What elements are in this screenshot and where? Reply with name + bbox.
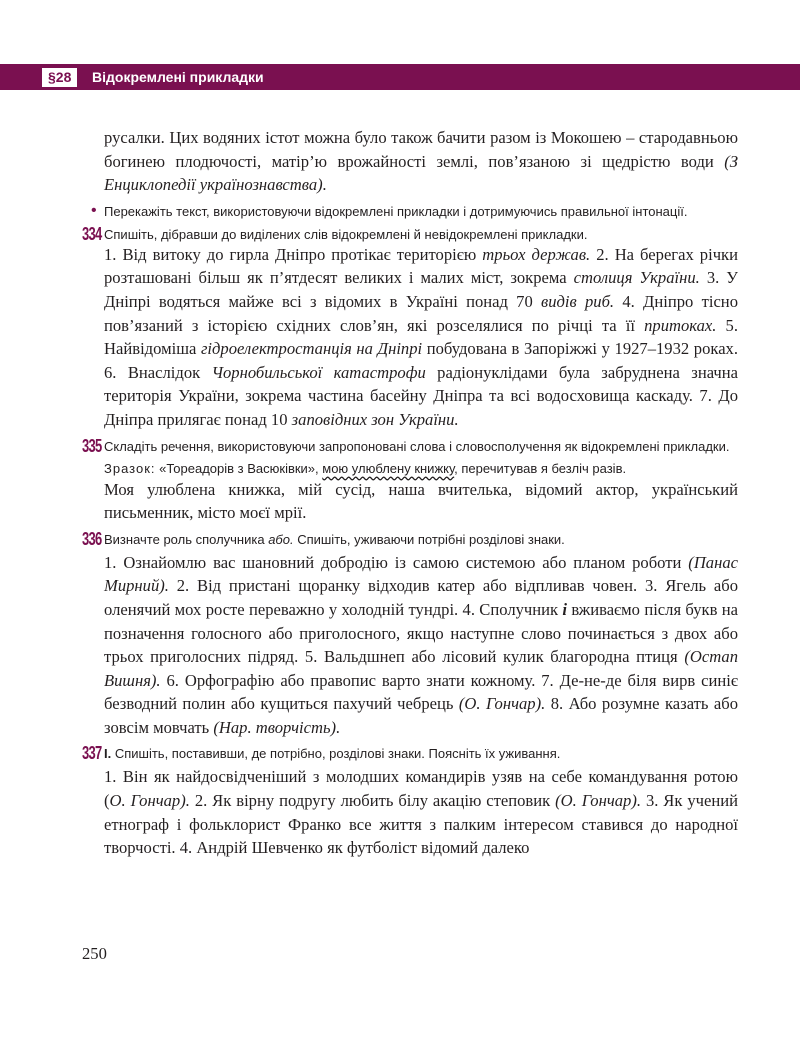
section-number: §28 [42, 68, 77, 87]
exercise-334 [82, 223, 739, 432]
bullet-task [82, 203, 738, 220]
exercise-task: I. Спишіть, поставивши, де потрібно, розділові знаки. Поясніть їх уживання. [104, 746, 561, 762]
exercise-text: 1. Від витоку до гирла Дніпро протікає територією трьох держав. 2. На берегах річки розташовані більш як п’ятдесят великих і малих міст, зокрема столиця України. 3. У Дніпрі водяться майже всі з відомих в Україні понад 70 видів риб. 4. Дніпро тісно пов’язаний з історією східних слов’ян, які розселялися по річці та її притоках. 5. Найвідоміша гідроелектростанція на Дніпрі побудована в Запоріжжі у 1927–1932 роках. 6. Внаслідок Чорнобильської катастрофи радіонуклідами була забруднена значна територія України, зокрема частина басейну Дніпра та всі водосховища каскаду. 7. До Дніпра прилягає понад 10 заповідних зон України. [104, 244, 739, 429]
exercise-number: 337 [82, 743, 102, 764]
exercise-number: 336 [82, 528, 102, 549]
intro-paragraph [104, 126, 738, 197]
bullet-icon: • [91, 201, 97, 219]
exercise-335 [82, 435, 738, 525]
exercise-337 [82, 745, 738, 859]
exercise-336 [82, 528, 738, 740]
exercise-number: 334 [82, 223, 102, 244]
exercise-task: Визначте роль сполучника або. Спишіть, уживаючи потрібні розділові знаки. [104, 531, 565, 547]
exercise-task: Складіть речення, використовуючи запропоновані слова і словосполучення як відокремлені прикладки. [104, 438, 730, 454]
exercise-text: 1. Ознайомлю вас шановний добродію із самою системою або планом роботи (Панас Мирний). 2. Від пристані щоранку відходив катер або відпливав човен. 3. Ягель або оленячий мох росте переважно у холодній тундрі. 4. Сполучник і вживаємо після букв на позначення голосного або приголосного, якщо наступне слово починається з двох або трьох приголосних підряд. 5. Вальдшнеп або лісовий кулик благородна птиця (Остап Вишня). 6. Орфографію або правопис варто знати кожному. 7. Де-не-де біля вирв синіє безводний полин або кущиться пахучий чебрець (О. Гончар). 8. Або розумне казать або зовсім мовчать (Нар. творчість). [104, 552, 738, 737]
bullet-task-text: Перекажіть текст, використовуючи відокремлені прикладки і дотримуючись правильної інтонації. [104, 203, 688, 219]
exercise-words: Моя улюблена книжка, мій сусід, наша вчителька, відомий актор, український письменник, місто моєї мрії. [104, 479, 738, 523]
exercise-number: 335 [82, 435, 102, 456]
section-title: Відокремлені прикладки [92, 69, 264, 85]
exercise-task: Спишіть, дібравши до виділених слів відокремлені й невідокремлені прикладки. [104, 226, 588, 242]
exercise-text: 1. Він як найдосвідченіший з молодших командирів узяв на себе командування ротою (О. Гончар). 2. Як вірну подругу любить білу акацію степовик (О. Гончар). 3. Як учений етнограф і фольклорист Франко все життя з палким інтересом ставився до народної творчості. 4. Андрій Шевченко як футболіст відомий далеко [104, 767, 739, 858]
intro-text: русалки. Цих водяних істот можна було також бачити разом із Мокошею – стародавньою богинею плодючості, матір’ю врожайності землі, пов’язаною зі щедрістю води [104, 128, 738, 171]
intro-source: (З Енциклопедії українознавства). [104, 151, 738, 195]
example-line: Зразок: «Тореадорів з Васюківки», мою улюблену книжку, перечитував я безліч разів. [104, 460, 627, 476]
page-content [82, 126, 738, 860]
page-number: 250 [82, 944, 107, 963]
